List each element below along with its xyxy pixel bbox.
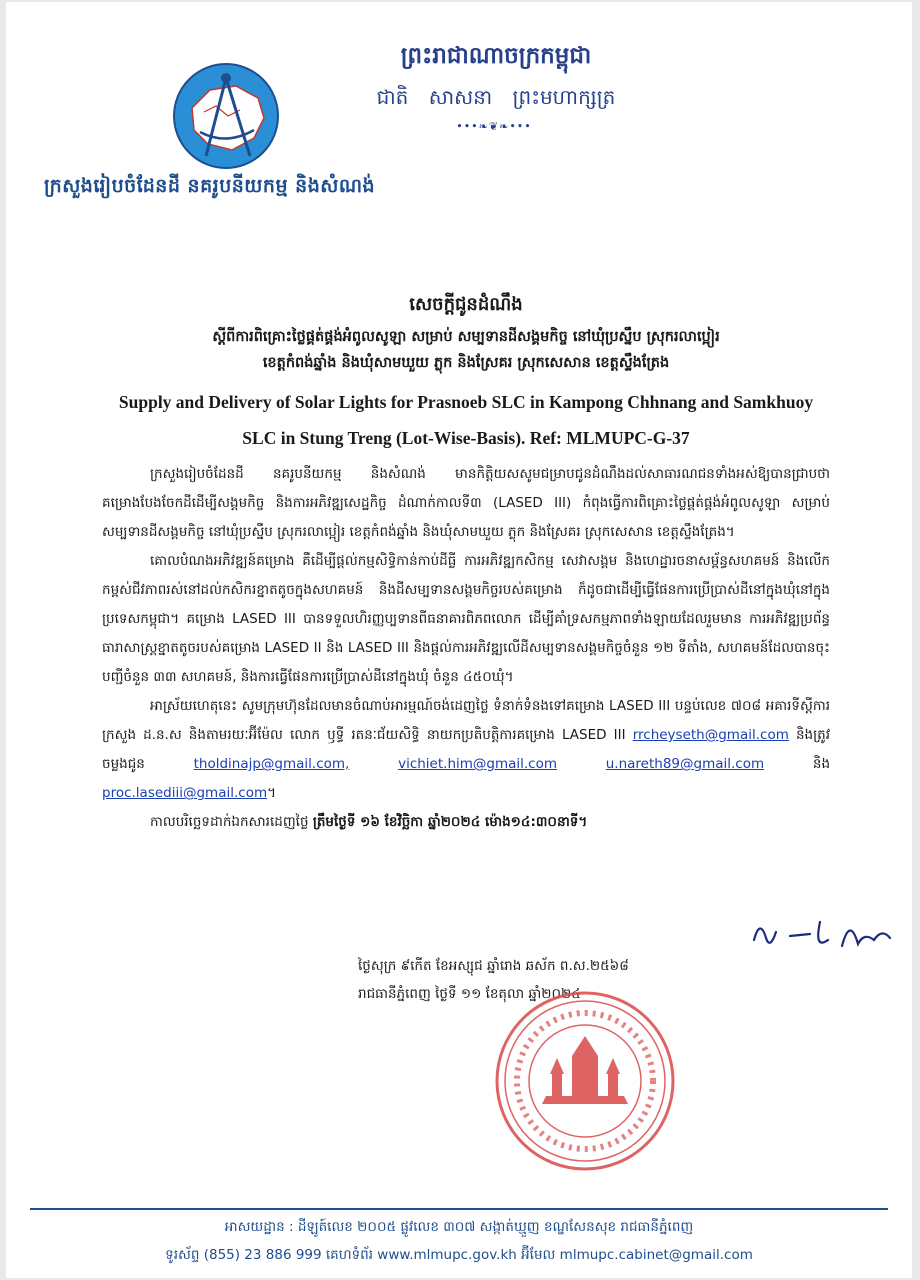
- document-page: [6, 2, 912, 1278]
- national-motto: ជាតិ សាសនា ព្រះមហាក្សត្រ: [376, 85, 616, 109]
- paragraph-objective: គោលបំណងអភិវឌ្ឍន៍គម្រោង គឺដើម្បីផ្ដល់កម្មសិទ្ធិកាន់កាប់ដីធ្លី ការអភិវឌ្ឍកសិកម្ម សេវាសង្គម និងហេដ្ឋារចនាសម្ព័ន្ធសហគមន៍ និងលើកកម្ពស់ជីវភាពរស់នៅដល់កសិករខ្នាតតូចក្នុងសហគមន៍ និងដីសម្បទានសង្គមកិច្ចរបស់គម្រោង ក៏ដូចជាដើម្បីធ្វើផែនការប្រើប្រាស់ដីនៅក្នុងឃុំនៅក្នុងប្រទេសកម្ពុជា។ គម្រោង LASED III បានទទួលហិរញ្ញប្បទានពីធនាគារពិភពលោក ដើម្បីគាំទ្រសកម្មភាពទាំងឡាយដែលរួមមាន ការអភិវឌ្ឍប្រព័ន្ធធារាសាស្ត្រខ្នាតតូចរបស់គម្រោង LASED II និង LASED III និងផ្ដល់ការអភិវឌ្ឍលើដីសម្បទានសង្គមកិច្ចចំនួន ១២ ទីតាំង, សហគមន៍ដែលបានចុះបញ្ជីចំនួន ៣៣ សហគមន៍, និងការធ្វើផែនការប្រើប្រាស់ដីនៅក្នុងឃុំ ចំនួន ៤៥០ឃុំ។: [102, 553, 830, 685]
- end-mark: ។: [267, 785, 277, 801]
- cc-text: និងត្រូវចម្លងជូន: [102, 727, 830, 772]
- deadline-label: កាលបរិច្ឆេទដាក់ឯកសារដេញថ្លៃ: [150, 814, 309, 830]
- email-link-cc[interactable]: tholdinajp@gmail.com,: [193, 756, 350, 772]
- and-text: និង: [812, 756, 831, 772]
- place-date: រាជធានីភ្នំពេញ ថ្ងៃទី ១១ ខែតុលា ឆ្នាំ២០២៤: [358, 986, 581, 1002]
- subject-khmer-line: ខេត្តកំពង់ឆ្នាំង និងឃុំសាមឃួយ ភ្លុក និងស្រែគរ ស្រុកសេសាន ខេត្តស្ទឹងត្រែង: [262, 355, 670, 371]
- subject-khmer: [116, 324, 816, 376]
- paragraph-intro: ក្រសួងរៀបចំដែនដី នគរូបនីយកម្ម និងសំណង់ មានកិត្តិយសសូមជម្រាបជូនដំណឹងដល់សាធារណជនទាំងអស់ឱ្យបានជ្រាបថា គម្រោងបែងចែកដីដើម្បីសង្គមកិច្ច និងការអភិវឌ្ឍសេដ្ឋកិច្ច ដំណាក់កាលទី៣ (LASED III) កំពុងធ្វើការពិគ្រោះថ្លៃផ្គត់ផ្គង់អំពូលសូឡា សម្រាប់សម្បទានដីសង្គមកិច្ច នៅឃុំប្រស្នឹប ស្រុករលាប្អៀរ ខេត្តកំពង់ឆ្នាំង និងឃុំសាមឃួយ ភ្លុក និងស្រែគរ ស្រុកសេសាន ខេត្តស្ទឹងត្រែង។: [102, 466, 830, 540]
- email-link-primary[interactable]: rrcheyseth@gmail.com: [632, 727, 789, 743]
- email-link-procurement[interactable]: proc.lasediii@gmail.com: [102, 785, 268, 801]
- footer-contact: ទូរស័ព្ទ (855) 23 886 999 គេហទំព័រ www.mlmupc.gov.kh អ៊ីមែល mlmupc.cabinet@gmail.com: [165, 1247, 753, 1263]
- lunar-date: ថ្ងៃសុក្រ ៩កើត ខែអស្សុជ ឆ្នាំរោង ឆស័ក ព.ស.២៥៦៨: [358, 958, 629, 974]
- contact-text: អាស្រ័យហេតុនេះ សូមក្រុមហ៊ុនដែលមានចំណាប់អារម្មណ៍ចង់ដេញថ្លៃ ទំនាក់ទំនងទៅគម្រោង LASED III បន្ទប់លេខ ៧០៨ អគារទីស្ដីការក្រសួង ដ.ន.ស និងតាមរយៈអ៊ីម៉ែល លោក ឫទ្ធី រតនៈជ័យសិទ្ធិ នាយកប្រតិបត្តិការគម្រោង LASED III: [102, 698, 830, 743]
- ornament-divider: •••❧❦❧•••: [456, 120, 532, 133]
- deadline-date: ត្រឹមថ្ងៃទី ១៦ ខែវិច្ឆិកា ឆ្នាំ២០២៤ ម៉ោង១៤:៣០នាទី។: [312, 814, 588, 830]
- footer-address: អាសយដ្ឋាន : ដីឡូត៍លេខ ២០០៥ ផ្លូវលេខ ៣០៧ សង្កាត់ឃ្មួញ ខណ្ឌសែនសុខ រាជធានីភ្នំពេញ: [224, 1219, 694, 1235]
- handwritten-initials: [750, 910, 900, 956]
- subject-khmer-line: ស្ដីពីការពិគ្រោះថ្លៃផ្គត់ផ្គង់អំពូលសូឡា សម្រាប់ សម្បទានដីសង្គមកិច្ច នៅឃុំប្រស្នឹប ស្រុករលាប្អៀរ: [212, 329, 720, 345]
- subject-english-line: SLC in Stung Treng (Lot-Wise-Basis). Ref: MLMUPC-G-37: [242, 428, 690, 448]
- ministry-name: ក្រសួងរៀបចំដែនដី នគរូបនីយកម្ម និងសំណង់: [44, 175, 376, 197]
- email-link-cc[interactable]: vichiet.him@gmail.com: [398, 756, 558, 772]
- kingdom-heading: ព្រះរាជាណាចក្រកម្ពុជា: [400, 43, 592, 69]
- email-link-cc[interactable]: u.nareth89@gmail.com: [605, 756, 765, 772]
- document-title: សេចក្ដីជូនដំណឹង: [409, 294, 523, 315]
- footer-divider: [30, 1208, 888, 1210]
- paragraph-deadline: [102, 808, 830, 837]
- ministry-logo: [170, 60, 282, 172]
- notice-body: [102, 460, 830, 837]
- paragraph-contact: [102, 692, 830, 808]
- subject-english: [98, 384, 834, 456]
- official-seal: [490, 986, 680, 1176]
- subject-english-line: Supply and Delivery of Solar Lights for Prasnoeb SLC in Kampong Chhnang and Samkhuoy: [118, 392, 814, 412]
